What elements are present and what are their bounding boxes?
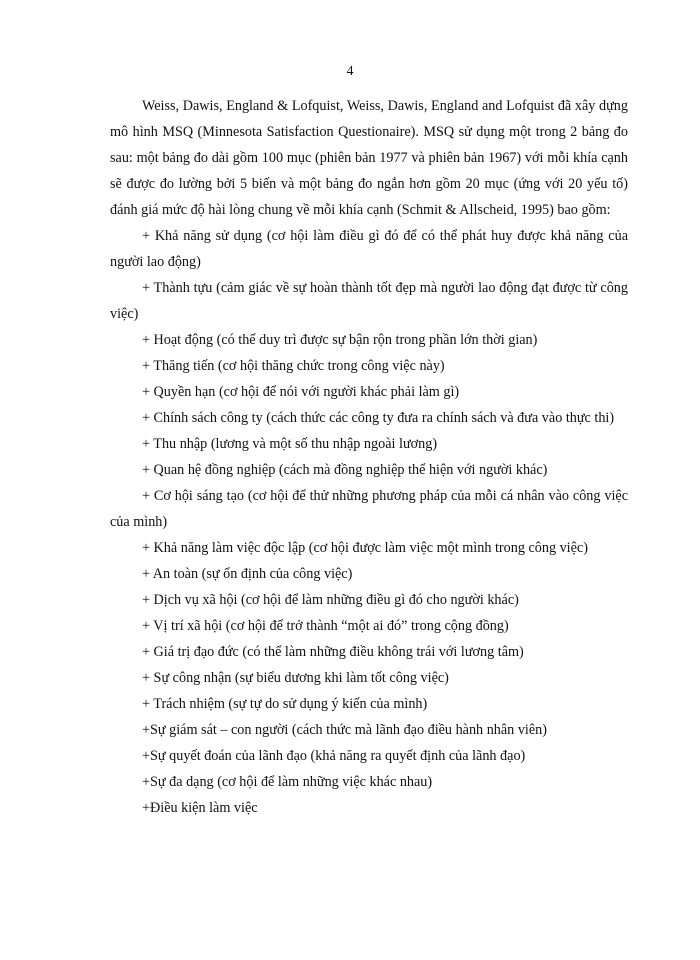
list-item-quan-he-dong-nghiep: + Quan hệ đồng nghiệp (cách mà đồng nghiệp thể hiện với người khác)	[142, 462, 548, 478]
list-item-chinh-sach-cong-ty: + Chính sách công ty (cách thức các công ty đưa ra chính sách và đưa vào thực thi)	[142, 410, 615, 426]
list-item-vi-tri-xa-hoi: + Vị trí xã hội (cơ hội để trở thành “một ai đó” trong cộng đồng)	[142, 618, 509, 634]
list-item-su-cong-nhan: + Sự công nhận (sự biểu dương khi làm tốt công việc)	[142, 670, 449, 686]
list-item-trach-nhiem: + Trách nhiệm (sự tự do sử dụng ý kiến của mình)	[142, 696, 428, 712]
list-item-lam-viec-doc-lap: + Khả năng làm việc độc lập (cơ hội được làm việc một mình trong công việc)	[142, 540, 588, 556]
body-text	[110, 93, 628, 821]
list-item-an-toan: + An toàn (sự ổn định của công việc)	[142, 566, 353, 582]
list-item-su-giam-sat: +Sự giám sát – con người (cách thức mà lãnh đạo điều hành nhân viên)	[142, 722, 547, 738]
list-item-thu-nhap: + Thu nhập (lương và một số thu nhập ngoài lương)	[142, 436, 438, 452]
list-item-gia-tri-dao-duc: + Giá trị đạo đức (có thể làm những điều không trái với lương tâm)	[142, 644, 524, 660]
page-number: 4	[346, 64, 354, 79]
list-item-kha-nang-su-dung: + Khả năng sử dụng (cơ hội làm điều gì đó để có thể phát huy được khả năng của người lao động)	[110, 228, 628, 270]
list-item-dich-vu-xa-hoi: + Dịch vụ xã hội (cơ hội để làm những điều gì đó cho người khác)	[142, 592, 519, 608]
list-item-su-da-dang: +Sự đa dạng (cơ hội để làm những việc khác nhau)	[142, 774, 433, 790]
list-item-su-quyet-doan: +Sự quyết đoán của lãnh đạo (khả năng ra quyết định của lãnh đạo)	[142, 748, 526, 764]
list-item-dieu-kien-lam-viec: +Điều kiện làm việc	[142, 800, 258, 816]
list-item-quyen-han: + Quyền hạn (cơ hội để nói với người khác phải làm gì)	[142, 384, 460, 400]
list-item-thang-tien: + Thăng tiến (cơ hội thăng chức trong công việc này)	[142, 358, 445, 374]
list-item-co-hoi-sang-tao: + Cơ hội sáng tạo (cơ hội để thử những phương pháp của mỗi cá nhân vào công việc của mình)	[110, 488, 628, 530]
intro-paragraph: Weiss, Dawis, England & Lofquist, Weiss, Dawis, England and Lofquist đã xây dựng mô hình MSQ (Minnesota Satisfaction Questionaire). MSQ sử dụng một trong 2 bảng đo sau: một bảng đo dài gồm 100 mục (phiên bản 1977 và phiên bản 1967) với mỗi khía cạnh sẽ được đo lường bởi 5 biến và một bảng đo ngắn hơn gồm 20 mục (ứng với 20 yếu tố) đánh giá mức độ hài lòng chung về mỗi khía cạnh (Schmit & Allscheid, 1995) bao gồm:	[110, 98, 628, 218]
list-item-thanh-tuu: + Thành tựu (cảm giác về sự hoàn thành tốt đẹp mà người lao động đạt được từ công việc)	[110, 280, 628, 322]
list-item-hoat-dong: + Hoạt động (có thể duy trì được sự bận rộn trong phần lớn thời gian)	[142, 332, 538, 348]
